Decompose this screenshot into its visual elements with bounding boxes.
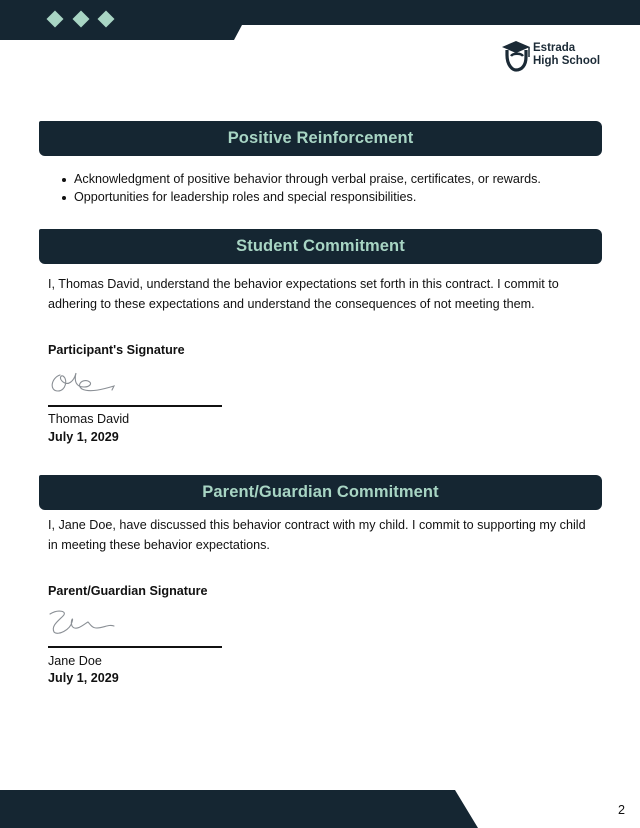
parent-commitment-text: I, Jane Doe, have discussed this behavior contract with my child. I commit to supporting my child in meeting these behavior expectations. (48, 518, 586, 552)
school-name-line2: High School (533, 55, 601, 67)
parent-commitment-header (39, 475, 602, 510)
page-number: 2 (617, 803, 625, 817)
participant-date: July 1, 2029 (48, 430, 119, 444)
reinforcement-list (62, 170, 541, 206)
list-item: Opportunities for leadership roles and special responsibilities. (62, 188, 541, 206)
participant-signature-image (46, 365, 126, 397)
participant-name: Thomas David (48, 412, 130, 426)
participant-signature-label: Participant's Signature (48, 343, 185, 357)
top-banner (0, 0, 640, 40)
parent-signature-label: Parent/Guardian Signature (48, 584, 208, 598)
graduate-head-icon (500, 38, 532, 72)
list-item: Acknowledgment of positive behavior through verbal praise, certificates, or rewards. (62, 170, 541, 188)
section-title: Parent/Guardian Commitment (202, 483, 439, 501)
section-title: Student Commitment (236, 237, 405, 255)
school-name (533, 42, 600, 68)
student-commitment-header (39, 229, 602, 264)
bottom-banner (0, 790, 480, 828)
student-commitment-text: I, Thomas David, understand the behavior expectations set forth in this contract. I commit to adhering to these expectations and understand the consequences of not meeting them. (48, 277, 559, 311)
positive-reinforcement-header (39, 121, 602, 156)
parent-name: Jane Doe (48, 654, 102, 668)
parent-signature-image (46, 606, 126, 638)
school-name-line1: Estrada (533, 42, 576, 54)
signature-line (48, 405, 222, 407)
signature-line (48, 646, 222, 648)
section-title: Positive Reinforcement (227, 129, 414, 147)
parent-date: July 1, 2029 (48, 671, 119, 685)
school-logo (500, 38, 610, 72)
